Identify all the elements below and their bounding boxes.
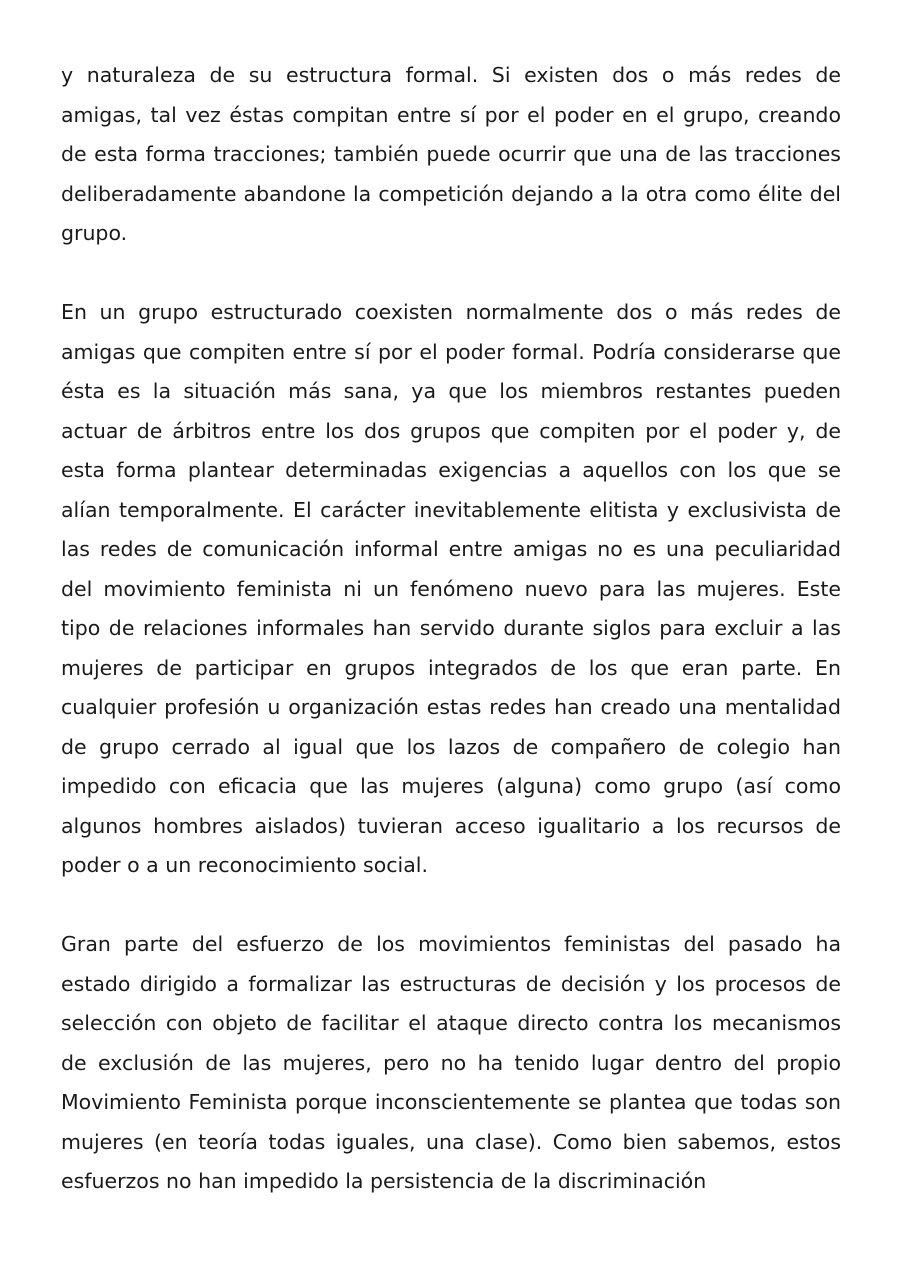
paragraph-3: Gran parte del esfuerzo de los movimientos feministas del pasado ha estado dirigido a formalizar las estructuras de decisión y los procesos de selección con objeto de facilitar el ataque directo contra los mecanismos de exclusión de las mujeres, pero no ha tenido lugar dentro del propio Movimiento Feminista porque inconscientemente se plantea que todas son mujeres (en teoría todas iguales, una clase). Como bien sabemos, estos esfuerzos no han impedido la persistencia de la discriminación: [61, 932, 841, 1193]
paragraph-2: En un grupo estructurado coexisten normalmente dos o más redes de amigas que compiten entre sí por el poder formal. Podría considerarse que ésta es la situación más sana, ya que los miembros restantes pueden actuar de árbitros entre los dos grupos que compiten por el poder y, de esta forma plantear determinadas exigencias a aquellos con los que se alían temporalmente. El carácter inevitablemente elitista y exclusivista de las redes de comunicación informal entre amigas no es una peculiaridad del movimiento feminista ni un fenómeno nuevo para las mujeres. Este tipo de relaciones informales han servido durante siglos para excluir a las mujeres de participar en grupos integrados de los que eran parte. En cualquier profesión u organización estas redes han creado una mentalidad de grupo cerrado al igual que los lazos de compañero de colegio han impedido con eficacia que las mujeres (alguna) como grupo (así como algunos hombres aislados) tuvieran acceso igualitario a los recursos de poder o a un reconocimiento social.: [61, 300, 841, 877]
paragraph-1: y naturaleza de su estructura formal. Si existen dos o más redes de amigas, tal vez éstas compitan entre sí por el poder en el grupo, creando de esta forma tracciones; también puede ocurrir que una de las tracciones deliberadamente abandone la competición dejando a la otra como élite del grupo.: [61, 63, 841, 245]
